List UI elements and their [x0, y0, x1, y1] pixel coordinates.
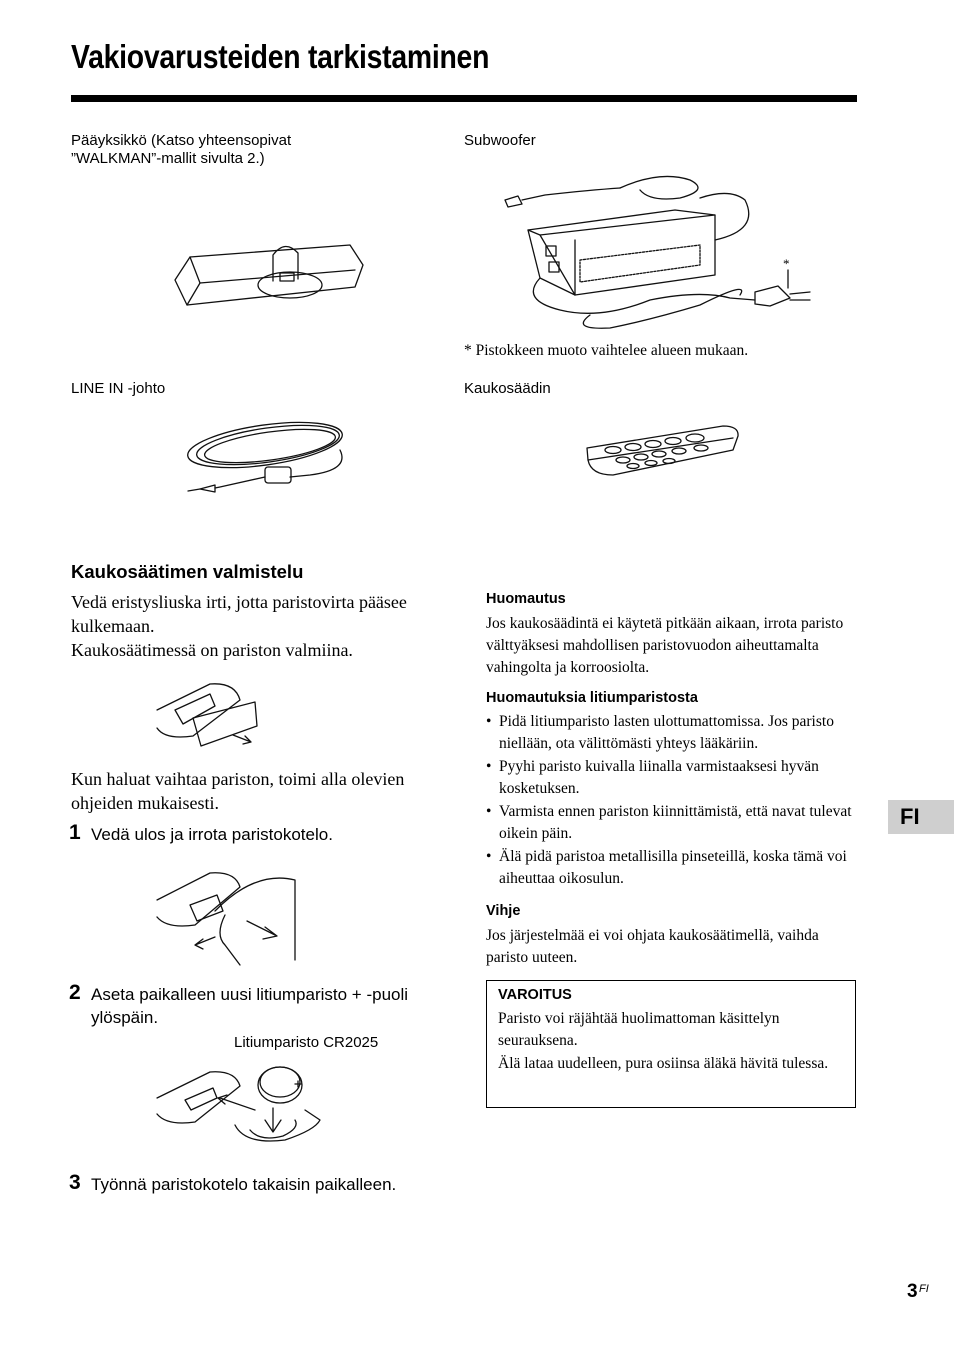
tip-text: Jos järjestelmää ei voi ohjata kaukosäätimellä, vaihda paristo uuteen. [486, 927, 819, 966]
subwoofer-illustration [500, 170, 820, 340]
line-in-cord-illustration [180, 415, 360, 500]
warning-line-2: Älä lataa uudelleen, pura osiinsa äläkä hävitä tulessa. [498, 1055, 829, 1072]
prep-intro-1: Vedä eristysliuska irti, jotta paristovirta pääsee kulkemaan. [71, 592, 407, 636]
prep-intro-2: Kaukosäätimessä on pariston valmiina. [71, 640, 353, 660]
step-2-number: 2 [69, 981, 81, 1004]
list-item: • Varmista ennen pariston kiinnittämistä, että navat tulevat oikein päin. [486, 801, 858, 845]
lithium-heading: Huomautuksia litiumparistosta [486, 690, 698, 706]
battery-label: Litiumparisto CR2025 [234, 1034, 379, 1051]
plug-asterisk: * [783, 256, 790, 271]
main-unit-caption: Pääyksikkö (Katso yhteensopivat ”WALKMAN”-mallit sivulta 2.) [71, 132, 292, 167]
list-item: • Pyyhi paristo kuivalla liinalla varmistaaksesi hyvän kosketuksen. [486, 756, 858, 800]
step-1-text: Vedä ulos ja irrota paristokotelo. [91, 825, 333, 844]
tip-heading: Vihje [486, 903, 521, 919]
language-tab-label: FI [900, 804, 920, 829]
warning-line-1: Paristo voi räjähtää huolimattoman käsittelyn seurauksena. [498, 1010, 780, 1049]
insulation-pull-illustration [155, 680, 265, 755]
note-heading: Huomautus [486, 591, 566, 607]
main-unit-illustration [165, 225, 375, 315]
step-3-text: Työnnä paristokotelo takaisin paikalleen. [91, 1175, 397, 1194]
list-item: • Älä pidä paristoa metallisilla pinseteillä, koska tämä voi aiheuttaa oikosulun. [486, 846, 858, 890]
pull-out-tray-illustration [155, 865, 305, 970]
prep-heading: Kaukosäätimen valmistelu [71, 561, 304, 582]
note-text: Jos kaukosäädintä ei käytetä pitkään aikaan, irrota paristo välttyäksesi mahdollisen paristovuodon aiheuttamalta vahingolta ja korroosiolta. [486, 615, 844, 676]
subwoofer-caption: Subwoofer [464, 132, 536, 149]
language-tab [888, 800, 954, 834]
step-1-number: 1 [69, 821, 81, 844]
remote-illustration [583, 420, 743, 480]
replace-intro: Kun haluat vaihtaa pariston, toimi alla olevien ohjeiden mukaisesti. [71, 769, 405, 813]
warning-heading: VAROITUS [498, 987, 572, 1003]
step-3-number: 3 [69, 1171, 81, 1194]
lithium-notes-list [486, 711, 858, 891]
page-title: Vakiovarusteiden tarkistaminen [71, 38, 490, 75]
plug-note: * Pistokkeen muoto vaihtelee alueen mukaan. [464, 342, 749, 359]
page-number-suffix: FI [919, 1283, 929, 1295]
page-number: 3 [907, 1281, 918, 1302]
step-2-text: Aseta paikalleen uusi litiumparisto + -puoli ylöspäin. [91, 985, 409, 1027]
line-in-caption: LINE IN -johto [71, 380, 166, 397]
title-rule [71, 95, 857, 102]
remote-caption: Kaukosäädin [464, 380, 551, 397]
list-item: • Pidä litiumparisto lasten ulottumattomissa. Jos paristo niellään, ota välittömästi yhteys lääkäriin. [486, 711, 858, 755]
battery-insert-illustration [155, 1050, 325, 1160]
